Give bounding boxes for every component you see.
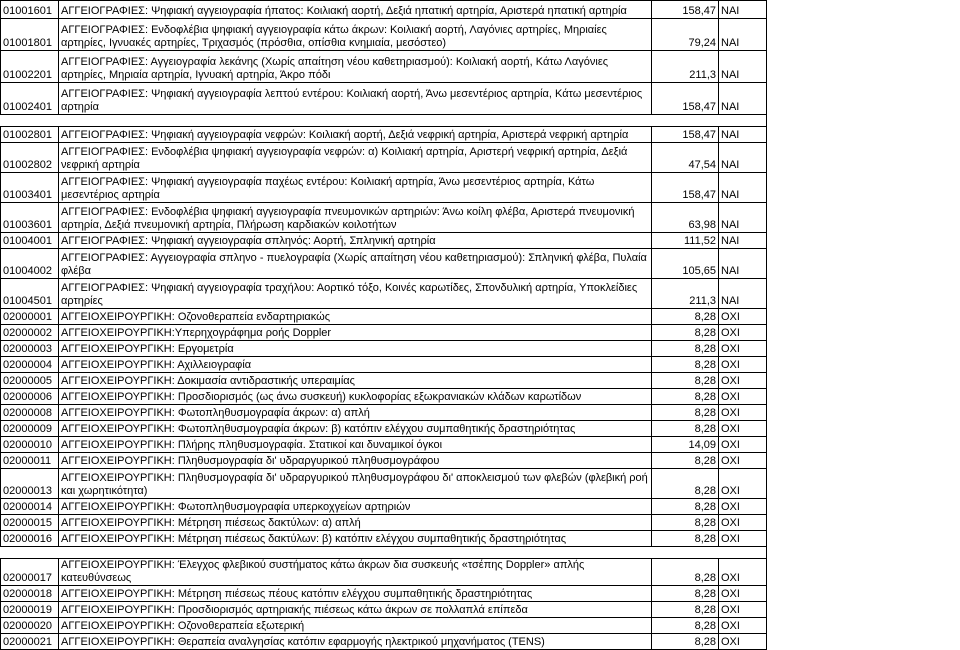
procedure-description: ΑΓΓΕΙΟΧΕΙΡΟΥΡΓΙΚΗ: Φωτοπληθυσμογραφία άκρων: β) κατόπιν ελέγχου συμπαθητικής δραστηριότητας: [59, 421, 652, 437]
table-row: [1, 559, 960, 586]
procedure-code: 01004002: [1, 249, 59, 279]
table-gap-row: [1, 115, 960, 127]
procedure-code: 02000017: [1, 559, 59, 586]
procedure-flag: ΟΧΙ: [719, 421, 767, 437]
procedure-price: 8,28: [652, 421, 719, 437]
procedure-description: ΑΓΓΕΙΟΧΕΙΡΟΥΡΓΙΚΗ: Πληθυσμογραφία δι' υδραργυρικού πληθυσμογράφου δι' αποκλεισμού των φλεβών (φλεβική ροή και χωρητικότητα): [59, 469, 652, 499]
blank-cell: [767, 437, 960, 453]
procedure-description: ΑΓΓΕΙΟΧΕΙΡΟΥΡΓΙΚΗ: Θεραπεία αναλγησίας κατόπιν εφαρμογής ηλεκτρικού μηχανήματος (TENS): [59, 634, 652, 650]
table-row: [1, 19, 960, 51]
procedure-price: 8,28: [652, 325, 719, 341]
procedure-description: ΑΓΓΕΙΟΧΕΙΡΟΥΡΓΙΚΗ: Οζονοθεραπεία εξωτερική: [59, 618, 652, 634]
procedure-description: ΑΓΓΕΙΟΧΕΙΡΟΥΡΓΙΚΗ: Πληθυσμογραφία δι' υδραργυρικού πληθυσμογράφου: [59, 453, 652, 469]
procedure-code: 01004501: [1, 279, 59, 309]
procedure-flag: ΟΧΙ: [719, 453, 767, 469]
table-row: [1, 173, 960, 203]
procedure-code: 02000016: [1, 531, 59, 547]
procedure-description: ΑΓΓΕΙΟΓΡΑΦΙΕΣ: Ψηφιακή αγγειογραφία τραχήλου: Αορτικό τόξο, Κοινές καρωτίδες, Σπονδυλική αρτηρία, Υποκλείδιες αρτηρίες: [59, 279, 652, 309]
procedure-price: 8,28: [652, 453, 719, 469]
procedure-code: 02000006: [1, 389, 59, 405]
procedure-price: 8,28: [652, 618, 719, 634]
procedure-flag: ΟΧΙ: [719, 531, 767, 547]
blank-cell: [767, 115, 960, 127]
procedure-flag: ΟΧΙ: [719, 586, 767, 602]
procedure-flag: ΟΧΙ: [719, 618, 767, 634]
procedure-price: 8,28: [652, 389, 719, 405]
procedure-price: 8,28: [652, 515, 719, 531]
procedure-flag: ΝΑΙ: [719, 19, 767, 51]
procedure-code: 02000018: [1, 586, 59, 602]
table-row: [1, 531, 960, 547]
blank-cell: [767, 405, 960, 421]
table-row: [1, 389, 960, 405]
procedure-code: 01004001: [1, 233, 59, 249]
procedure-description: ΑΓΓΕΙΟΧΕΙΡΟΥΡΓΙΚΗ:Υπερηχογράφημα ροής Doppler: [59, 325, 652, 341]
procedure-code: 02000008: [1, 405, 59, 421]
table-row: [1, 421, 960, 437]
empty-cell: [59, 547, 652, 559]
procedure-flag: ΟΧΙ: [719, 469, 767, 499]
procedure-price: 8,28: [652, 309, 719, 325]
procedure-code: 01003601: [1, 203, 59, 233]
procedure-flag: ΝΑΙ: [719, 1, 767, 19]
procedure-flag: ΟΧΙ: [719, 357, 767, 373]
blank-cell: [767, 19, 960, 51]
table-row: [1, 405, 960, 421]
procedure-description: ΑΓΓΕΙΟΧΕΙΡΟΥΡΓΙΚΗ: Οζονοθεραπεία ενδαρτηριακώς: [59, 309, 652, 325]
table-row: [1, 51, 960, 83]
blank-cell: [767, 559, 960, 586]
procedure-price: 8,28: [652, 634, 719, 650]
procedure-code: 02000020: [1, 618, 59, 634]
procedure-flag: ΟΧΙ: [719, 325, 767, 341]
procedure-code: 02000001: [1, 309, 59, 325]
empty-cell: [1, 547, 59, 559]
blank-cell: [767, 51, 960, 83]
procedure-description: ΑΓΓΕΙΟΓΡΑΦΙΕΣ: Αγγειογραφία λεκάνης (Χωρίς απαίτηση νέου καθετηριασμού): Κοιλιακή αορτή, Κάτω Λαγόνιες αρτηρίες, Μηριαία αρτηρία, Ιγνυακή αρτηρία, Άκρο πόδι: [59, 51, 652, 83]
procedure-description: ΑΓΓΕΙΟΓΡΑΦΙΕΣ: Ψηφιακή αγγειογραφία σπληνός: Αορτή, Σπληνική αρτηρία: [59, 233, 652, 249]
procedure-price: 8,28: [652, 357, 719, 373]
blank-cell: [767, 453, 960, 469]
blank-cell: [767, 279, 960, 309]
procedure-description: ΑΓΓΕΙΟΧΕΙΡΟΥΡΓΙΚΗ: Πλήρης πληθυσμογραφία. Στατικοί και δυναμικοί όγκοι: [59, 437, 652, 453]
procedure-price: 14,09: [652, 437, 719, 453]
procedure-price: 8,28: [652, 602, 719, 618]
procedure-code: 02000009: [1, 421, 59, 437]
procedure-flag: ΟΧΙ: [719, 373, 767, 389]
table-row: [1, 83, 960, 115]
blank-cell: [767, 325, 960, 341]
procedure-description: ΑΓΓΕΙΟΓΡΑΦΙΕΣ: Ψηφιακή αγγειογραφία λεπτού εντέρου: Κοιλιακή αορτή, Άνω μεσεντέριος αρτηρία, Κάτω μεσεντέριος αρτηρία: [59, 83, 652, 115]
procedure-flag: ΝΑΙ: [719, 83, 767, 115]
table-row: [1, 469, 960, 499]
procedure-code: 01001601: [1, 1, 59, 19]
procedure-flag: ΝΑΙ: [719, 127, 767, 143]
procedure-flag: ΝΑΙ: [719, 233, 767, 249]
table-row: [1, 1, 960, 19]
blank-cell: [767, 602, 960, 618]
blank-cell: [767, 499, 960, 515]
table-row: [1, 249, 960, 279]
procedure-description: ΑΓΓΕΙΟΧΕΙΡΟΥΡΓΙΚΗ: Δοκιμασία αντιδραστικής υπεραιμίας: [59, 373, 652, 389]
procedure-price: 158,47: [652, 173, 719, 203]
procedure-flag: ΝΑΙ: [719, 143, 767, 173]
blank-cell: [767, 249, 960, 279]
procedure-description: ΑΓΓΕΙΟΧΕΙΡΟΥΡΓΙΚΗ: Έλεγχος φλεβικού συστήματος κάτω άκρων δια συσκευής «τσέπης Doppler» απλής κατευθύνσεως: [59, 559, 652, 586]
procedure-price: 158,47: [652, 83, 719, 115]
table-row: [1, 127, 960, 143]
procedure-price: 63,98: [652, 203, 719, 233]
procedure-code: 01002201: [1, 51, 59, 83]
procedure-code: 01002801: [1, 127, 59, 143]
procedure-code: 01003401: [1, 173, 59, 203]
procedure-price: 8,28: [652, 373, 719, 389]
table-row: [1, 357, 960, 373]
procedure-description: ΑΓΓΕΙΟΧΕΙΡΟΥΡΓΙΚΗ: Μέτρηση πιέσεως πέους κατόπιν ελέγχου συμπαθητικής δραστηριότητας: [59, 586, 652, 602]
procedure-code: 02000015: [1, 515, 59, 531]
procedure-price: 105,65: [652, 249, 719, 279]
table-row: [1, 634, 960, 650]
table-row: [1, 437, 960, 453]
table-row: [1, 233, 960, 249]
procedure-flag: ΝΑΙ: [719, 51, 767, 83]
procedure-flag: ΟΧΙ: [719, 559, 767, 586]
blank-cell: [767, 389, 960, 405]
empty-cell: [1, 115, 59, 127]
empty-cell: [59, 115, 652, 127]
blank-cell: [767, 233, 960, 249]
blank-cell: [767, 83, 960, 115]
procedure-description: ΑΓΓΕΙΟΧΕΙΡΟΥΡΓΙΚΗ: Προσδιορισμός (ως άνω συσκευή) κυκλοφορίας εξωκρανιακών κλάδων καρωτίδων: [59, 389, 652, 405]
blank-cell: [767, 341, 960, 357]
blank-cell: [767, 586, 960, 602]
blank-cell: [767, 547, 960, 559]
procedure-flag: ΟΧΙ: [719, 499, 767, 515]
blank-cell: [767, 531, 960, 547]
procedure-price: 211,3: [652, 51, 719, 83]
blank-cell: [767, 203, 960, 233]
blank-cell: [767, 515, 960, 531]
procedure-description: ΑΓΓΕΙΟΓΡΑΦΙΕΣ: Ψηφιακή αγγειογραφία νεφρών: Κοιλιακή αορτή, Δεξιά νεφρική αρτηρία, Αριστερά νεφρική αρτηρία: [59, 127, 652, 143]
procedure-flag: ΝΑΙ: [719, 279, 767, 309]
procedure-flag: ΟΧΙ: [719, 515, 767, 531]
table-row: [1, 203, 960, 233]
procedure-price: 211,3: [652, 279, 719, 309]
procedure-description: ΑΓΓΕΙΟΧΕΙΡΟΥΡΓΙΚΗ: Φωτοπληθυσμογραφία άκρων: α) απλή: [59, 405, 652, 421]
procedure-code: 02000004: [1, 357, 59, 373]
procedure-price: 8,28: [652, 559, 719, 586]
table-row: [1, 499, 960, 515]
blank-cell: [767, 173, 960, 203]
table-row: [1, 325, 960, 341]
table-row: [1, 143, 960, 173]
procedure-price: 8,28: [652, 499, 719, 515]
procedure-code: 02000003: [1, 341, 59, 357]
procedure-description: ΑΓΓΕΙΟΓΡΑΦΙΕΣ: Αγγειογραφία σπληνο - πυελογραφία (Χωρίς απαίτηση νέου καθετηριασμού): Σπληνική φλέβα, Πυλαία φλέβα: [59, 249, 652, 279]
procedure-flag: ΟΧΙ: [719, 437, 767, 453]
procedure-price: 8,28: [652, 469, 719, 499]
blank-cell: [767, 1, 960, 19]
blank-cell: [767, 373, 960, 389]
procedure-description: ΑΓΓΕΙΟΓΡΑΦΙΕΣ: Ψηφιακή αγγειογραφία παχέως εντέρου: Κοιλιακή αρτηρία, Άνω μεσεντέριος αρτηρία, Κάτω μεσεντέριος αρτηρία: [59, 173, 652, 203]
procedure-description: ΑΓΓΕΙΟΓΡΑΦΙΕΣ: Ενδοφλέβια ψηφιακή αγγειογραφία πνευμονικών αρτηριών: Άνω κοίλη φλέβα, Αριστερά πνευμονική αρτηρία, Δεξιά πνευμονική αρτηρία, Πλήρωση καρδιακών κοιλοτήτων: [59, 203, 652, 233]
procedure-code: 02000021: [1, 634, 59, 650]
procedure-code: 02000010: [1, 437, 59, 453]
procedure-code: 02000005: [1, 373, 59, 389]
procedure-price: 8,28: [652, 341, 719, 357]
empty-cell: [652, 547, 719, 559]
procedure-price: 79,24: [652, 19, 719, 51]
table-row: [1, 309, 960, 325]
table-row: [1, 586, 960, 602]
procedure-flag: ΟΧΙ: [719, 602, 767, 618]
table-row: [1, 373, 960, 389]
procedure-description: ΑΓΓΕΙΟΓΡΑΦΙΕΣ: Ψηφιακή αγγειογραφία ήπατος: Κοιλιακή αορτή, Δεξιά ηπατική αρτηρία, Αριστερά ηπατική αρτηρία: [59, 1, 652, 19]
procedure-code: 02000002: [1, 325, 59, 341]
procedure-flag: ΟΧΙ: [719, 634, 767, 650]
procedure-code: 01001801: [1, 19, 59, 51]
procedure-description: ΑΓΓΕΙΟΧΕΙΡΟΥΡΓΙΚΗ: Μέτρηση πιέσεως δακτύλων: α) απλή: [59, 515, 652, 531]
procedure-description: ΑΓΓΕΙΟΓΡΑΦΙΕΣ: Ενδοφλέβια ψηφιακή αγγειογραφία κάτω άκρων: Κοιλιακή αορτή, Λαγόνιες αρτηρίες, Μηριαίες αρτηρίες, Ιγνυακές αρτηρίες, Τριχασμός (πρόσθια, οπίσθια κνημιαία, μεσόστεο): [59, 19, 652, 51]
procedure-price: 158,47: [652, 127, 719, 143]
procedure-description: ΑΓΓΕΙΟΧΕΙΡΟΥΡΓΙΚΗ: Προσδιορισμός αρτηριακής πιέσεως κάτω άκρων σε πολλαπλά επίπεδα: [59, 602, 652, 618]
procedure-description: ΑΓΓΕΙΟΧΕΙΡΟΥΡΓΙΚΗ: Εργομετρία: [59, 341, 652, 357]
empty-cell: [652, 115, 719, 127]
procedure-description: ΑΓΓΕΙΟΧΕΙΡΟΥΡΓΙΚΗ: Μέτρηση πιέσεως δακτύλων: β) κατόπιν ελέγχου συμπαθητικής δραστηριότητας: [59, 531, 652, 547]
procedure-description: ΑΓΓΕΙΟΧΕΙΡΟΥΡΓΙΚΗ: Αχιλλειογραφία: [59, 357, 652, 373]
table-gap-row: [1, 547, 960, 559]
table-row: [1, 515, 960, 531]
blank-cell: [767, 309, 960, 325]
procedure-price: 158,47: [652, 1, 719, 19]
blank-cell: [767, 357, 960, 373]
procedure-price: 111,52: [652, 233, 719, 249]
table-row: [1, 341, 960, 357]
empty-cell: [719, 547, 767, 559]
procedure-code: 01002802: [1, 143, 59, 173]
blank-cell: [767, 143, 960, 173]
procedure-flag: ΟΧΙ: [719, 309, 767, 325]
table-row: [1, 602, 960, 618]
procedure-code: 01002401: [1, 83, 59, 115]
procedure-code: 02000011: [1, 453, 59, 469]
blank-cell: [767, 634, 960, 650]
procedure-flag: ΝΑΙ: [719, 173, 767, 203]
procedure-price: 47,54: [652, 143, 719, 173]
blank-cell: [767, 469, 960, 499]
procedure-flag: ΟΧΙ: [719, 405, 767, 421]
procedure-price: 8,28: [652, 531, 719, 547]
procedure-code: 02000013: [1, 469, 59, 499]
procedure-code: 02000014: [1, 499, 59, 515]
blank-cell: [767, 127, 960, 143]
procedure-flag: ΝΑΙ: [719, 203, 767, 233]
blank-cell: [767, 618, 960, 634]
procedure-price: 8,28: [652, 405, 719, 421]
blank-cell: [767, 421, 960, 437]
empty-cell: [719, 115, 767, 127]
table-row: [1, 279, 960, 309]
procedure-description: ΑΓΓΕΙΟΧΕΙΡΟΥΡΓΙΚΗ: Φωτοπληθυσμογραφία υπερκοχγείων αρτηριών: [59, 499, 652, 515]
procedure-description: ΑΓΓΕΙΟΓΡΑΦΙΕΣ: Ενδοφλέβια ψηφιακή αγγειογραφία νεφρών: α) Κοιλιακή αρτηρία, Αριστερή νεφρική αρτηρία, Δεξιά νεφρική αρτηρία: [59, 143, 652, 173]
procedures-table-body: [1, 1, 960, 650]
table-row: [1, 453, 960, 469]
procedure-flag: ΟΧΙ: [719, 341, 767, 357]
table-row: [1, 618, 960, 634]
procedure-code: 02000019: [1, 602, 59, 618]
procedure-flag: ΟΧΙ: [719, 389, 767, 405]
procedure-flag: ΝΑΙ: [719, 249, 767, 279]
procedure-price: 8,28: [652, 586, 719, 602]
